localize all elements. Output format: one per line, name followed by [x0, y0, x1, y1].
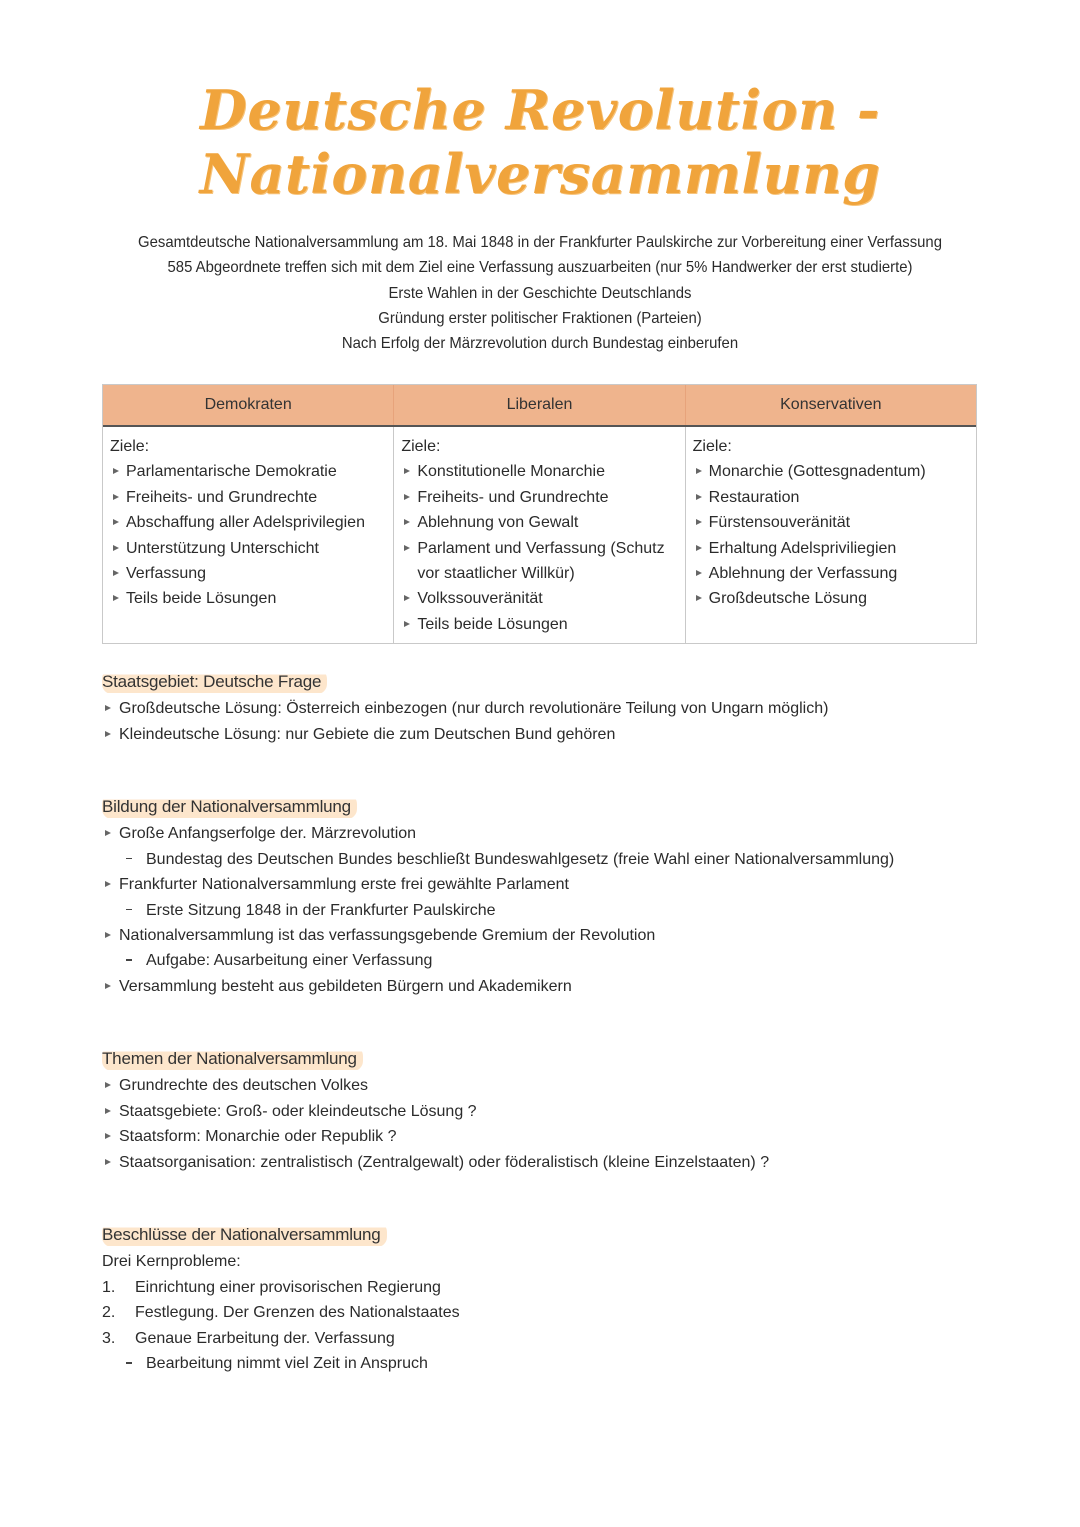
goal-item: Parlament und Verfassung (Schutz vor staatlicher Willkür) [401, 536, 678, 587]
list-item: Versammlung besteht aus gebildeten Bürgern und Akademikern [102, 974, 894, 999]
goal-item: Abschaffung aller Adelsprivilegien [110, 510, 387, 535]
table-body-row [103, 427, 976, 643]
goal-item: Parlamentarische Demokratie [110, 459, 387, 484]
section-staatsgebiet [102, 669, 828, 747]
list-item: Staatsform: Monarchie oder Republik ? [102, 1124, 769, 1149]
bullet-list [102, 1073, 769, 1175]
goals-label: Ziele: [110, 438, 150, 455]
goal-item: Freiheits- und Grundrechte [401, 485, 678, 510]
goals-list [693, 459, 970, 611]
section-bildung [102, 794, 894, 999]
list-subitem: Erste Sitzung 1848 in der Frankfurter Paulskirche [102, 898, 894, 923]
list-item: Nationalversammlung ist das verfassungsgebende Gremium der Revolution [102, 923, 894, 948]
section-heading: Beschlüsse der Nationalversammlung [102, 1222, 387, 1247]
list-subitem: Bundestag des Deutschen Bundes beschließt Bundeswahlgesetz (freie Wahl einer Nationalversammlung) [102, 847, 894, 872]
item-text: Einrichtung einer provisorischen Regierung [135, 1278, 441, 1296]
goals-label: Ziele: [401, 438, 441, 455]
goals-list [401, 459, 678, 637]
list-item: Staatsgebiete: Groß- oder kleindeutsche Lösung ? [102, 1099, 769, 1124]
goals-list [110, 459, 387, 611]
numbered-item [102, 1326, 460, 1351]
goal-item: Unterstützung Unterschicht [110, 536, 387, 561]
bullet-list [102, 821, 894, 999]
list-item: Große Anfangserfolge der. Märzrevolution [102, 821, 894, 846]
table-header-row [103, 385, 976, 427]
item-number: 3. [102, 1329, 116, 1347]
goals-label: Ziele: [692, 438, 732, 455]
goal-item: Teils beide Lösungen [110, 586, 387, 611]
header-liberalen: Liberalen [393, 385, 684, 425]
intro-line: 585 Abgeordnete treffen sich mit dem Ziel eine Verfassung auszuarbeiten (nur 5% Handwerker der erst studierte) [167, 259, 913, 277]
intro-line: Gesamtdeutsche Nationalversammlung am 18. Mai 1848 in der Frankfurter Paulskirche zur Vorbereitung einer Verfassung [138, 234, 942, 251]
goal-item: Verfassung [110, 561, 387, 586]
section-heading: Themen der Nationalversammlung [102, 1046, 363, 1071]
goal-item: Ablehnung von Gewalt [401, 510, 678, 535]
section-heading: Bildung der Nationalversammlung [102, 794, 357, 819]
intro-line: Nach Erfolg der Märzrevolution durch Bundestag einberufen [341, 335, 739, 353]
goal-item: Konstitutionelle Monarchie [401, 459, 678, 484]
list-item: Großdeutsche Lösung: Österreich einbezogen (nur durch revolutionäre Teilung von Ungarn möglich) [102, 696, 828, 721]
section-intro: Drei Kernprobleme: [102, 1253, 241, 1271]
list-item: Grundrechte des deutschen Volkes [102, 1073, 769, 1098]
goal-item: Restauration [693, 485, 970, 510]
list-item: Frankfurter Nationalversammlung erste frei gewählte Parlament [102, 872, 894, 897]
header-konservativen: Konservativen [685, 385, 976, 425]
goal-item: Ablehnung der Verfassung [693, 561, 970, 586]
item-text: Festlegung. Der Grenzen des Nationalstaates [135, 1304, 460, 1322]
intro-line: Gründung erster politischer Fraktionen (Parteien) [378, 309, 702, 327]
intro-text [38, 230, 1042, 356]
intro-line: Erste Wahlen in der Geschichte Deutschlands [388, 284, 692, 302]
goal-item: Fürstensouveränität [693, 510, 970, 535]
numbered-list [102, 1275, 460, 1351]
goal-item: Freiheits- und Grundrechte [110, 485, 387, 510]
sub-list [102, 1351, 460, 1376]
section-themen [102, 1046, 769, 1175]
header-demokraten: Demokraten [204, 396, 292, 413]
goal-item: Erhaltung Adelspriviliegien [693, 536, 970, 561]
list-subitem: Bearbeitung nimmt viel Zeit in Anspruch [102, 1351, 460, 1376]
numbered-item [102, 1275, 460, 1300]
item-text: Genaue Erarbeitung der. Verfassung [135, 1329, 395, 1347]
column-konservativen [685, 427, 976, 643]
goal-item: Volkssouveränität [401, 586, 678, 611]
column-demokraten [103, 427, 393, 643]
goal-item: Teils beide Lösungen [401, 612, 678, 637]
page-title: Deutsche Revolution - Nationalversammlung [199, 78, 881, 206]
list-subitem: Aufgabe: Ausarbeitung einer Verfassung [102, 948, 894, 973]
goal-item: Großdeutsche Lösung [693, 586, 970, 611]
numbered-item [102, 1300, 460, 1325]
goal-item: Monarchie (Gottesgnadentum) [693, 459, 970, 484]
section-beschluesse [102, 1222, 460, 1376]
list-item: Staatsorganisation: zentralistisch (Zentralgewalt) oder föderalistisch (kleine Einzelstaaten) ? [102, 1150, 769, 1175]
section-heading: Staatsgebiet: Deutsche Frage [102, 669, 327, 694]
parties-table [102, 384, 977, 644]
list-item: Kleindeutsche Lösung: nur Gebiete die zum Deutschen Bund gehören [102, 722, 828, 747]
item-number: 2. [102, 1304, 116, 1322]
item-number: 1. [102, 1278, 116, 1296]
bullet-list [102, 696, 828, 747]
column-liberalen [393, 427, 684, 643]
